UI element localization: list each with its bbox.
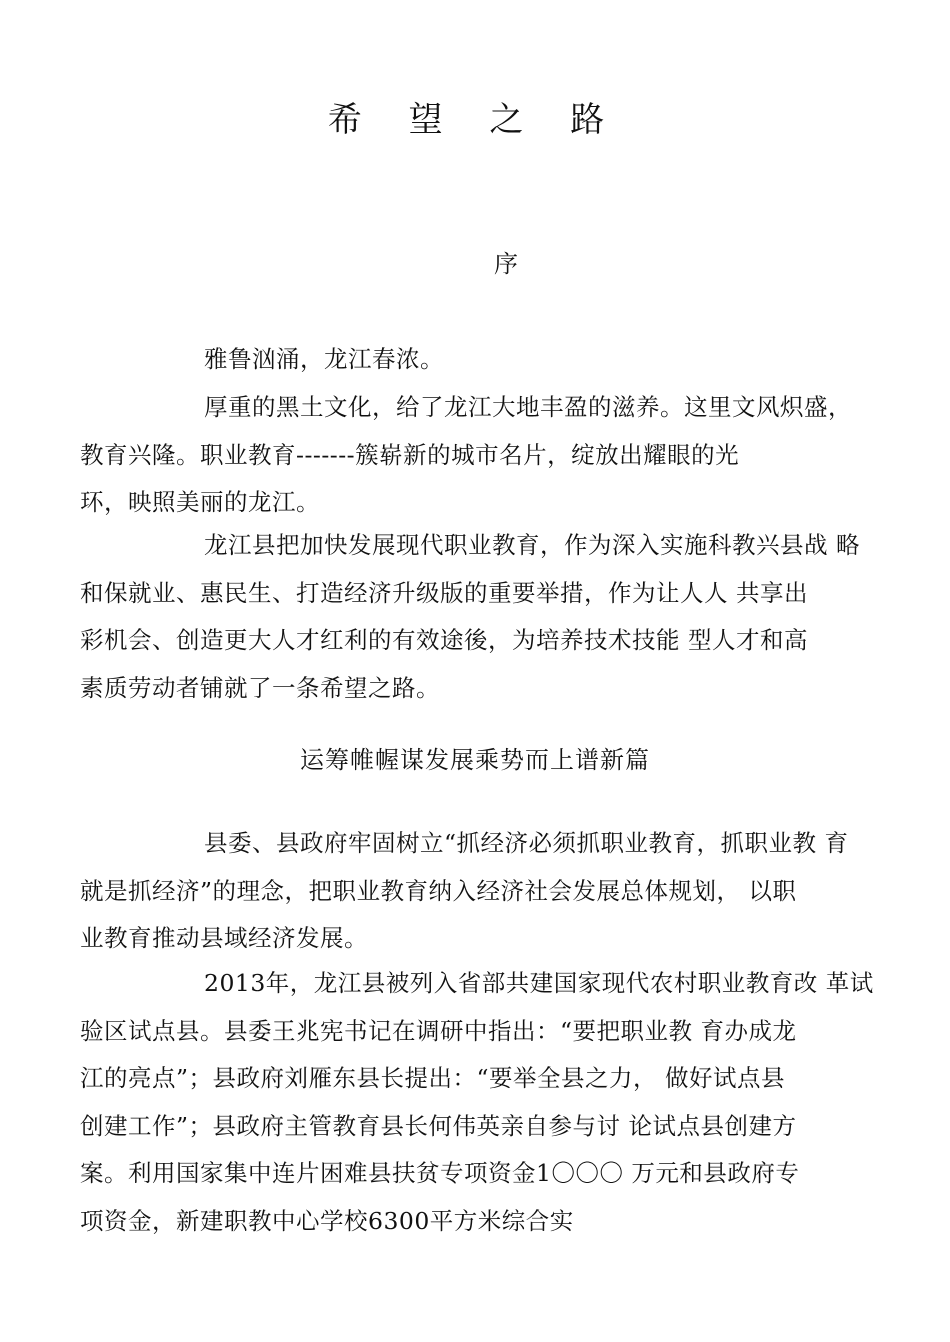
paragraph-line: 环，映照美丽的龙江。: [80, 488, 320, 516]
paragraph-line: 就是抓经济”的理念，把职业教育纳入经济社会发展总体规划， 以职: [80, 876, 797, 905]
paragraph-line: 创建工作”；县政府主管教育县长何伟英亲自参与讨 论试点县创建方: [80, 1111, 797, 1140]
document-title: 希 望 之 路: [327, 100, 623, 140]
paragraph-line: 厚重的黑土文化，给了龙江大地丰盈的滋养。这里文风炽盛，: [204, 393, 852, 421]
section-heading: 运筹帷幄谋发展乘势而上谱新篇: [300, 746, 650, 774]
paragraph-line: 和保就业、惠民生、打造经济升级版的重要举措，作为让人人 共享出: [80, 578, 808, 607]
preface-heading: 序: [494, 250, 518, 278]
paragraph-line: 项资金，新建职教中心学校6300平方米综合实: [80, 1206, 574, 1235]
paragraph-line: 雅鲁汹涌，龙江春浓。: [204, 345, 444, 373]
paragraph-4: [80, 820, 870, 963]
paragraph-line: 江的亮点”；县政府刘雁东县长提出：“要举全县之力， 做好试点县: [80, 1064, 785, 1092]
paragraph-5: [80, 960, 874, 1245]
paragraph-1: [80, 336, 870, 384]
paragraph-3: [80, 522, 870, 712]
paragraph-line: 彩机会、创造更大人才红利的有效途後，为培养技术技能 型人才和高: [80, 626, 808, 654]
paragraph-2: [80, 384, 870, 527]
paragraph-line: 龙江县把加快发展现代职业教育，作为深入实施科教兴县战 略: [204, 531, 860, 559]
paragraph-line: 教育兴隆。职业教育-------簇崭新的城市名片，绽放出耀眼的光: [80, 440, 740, 469]
paragraph-line: 县委、县政府牢固树立“抓经济必须抓职业教育，抓职业教 育: [204, 829, 849, 857]
paragraph-line: 2013年，龙江县被列入省部共建国家现代农村职业教育改 革试: [204, 969, 874, 997]
paragraph-line: 业教育推动县域经济发展。: [80, 924, 368, 952]
paragraph-line: 素质劳动者铺就了一条希望之路。: [80, 673, 440, 702]
paragraph-line: 验区试点县。县委王兆宪书记在调研中指出：“要把职业教 育办成龙: [80, 1016, 797, 1045]
paragraph-line: 案。利用国家集中连片困难县扶贫专项资金1〇〇〇 万元和县政府专: [80, 1159, 800, 1187]
